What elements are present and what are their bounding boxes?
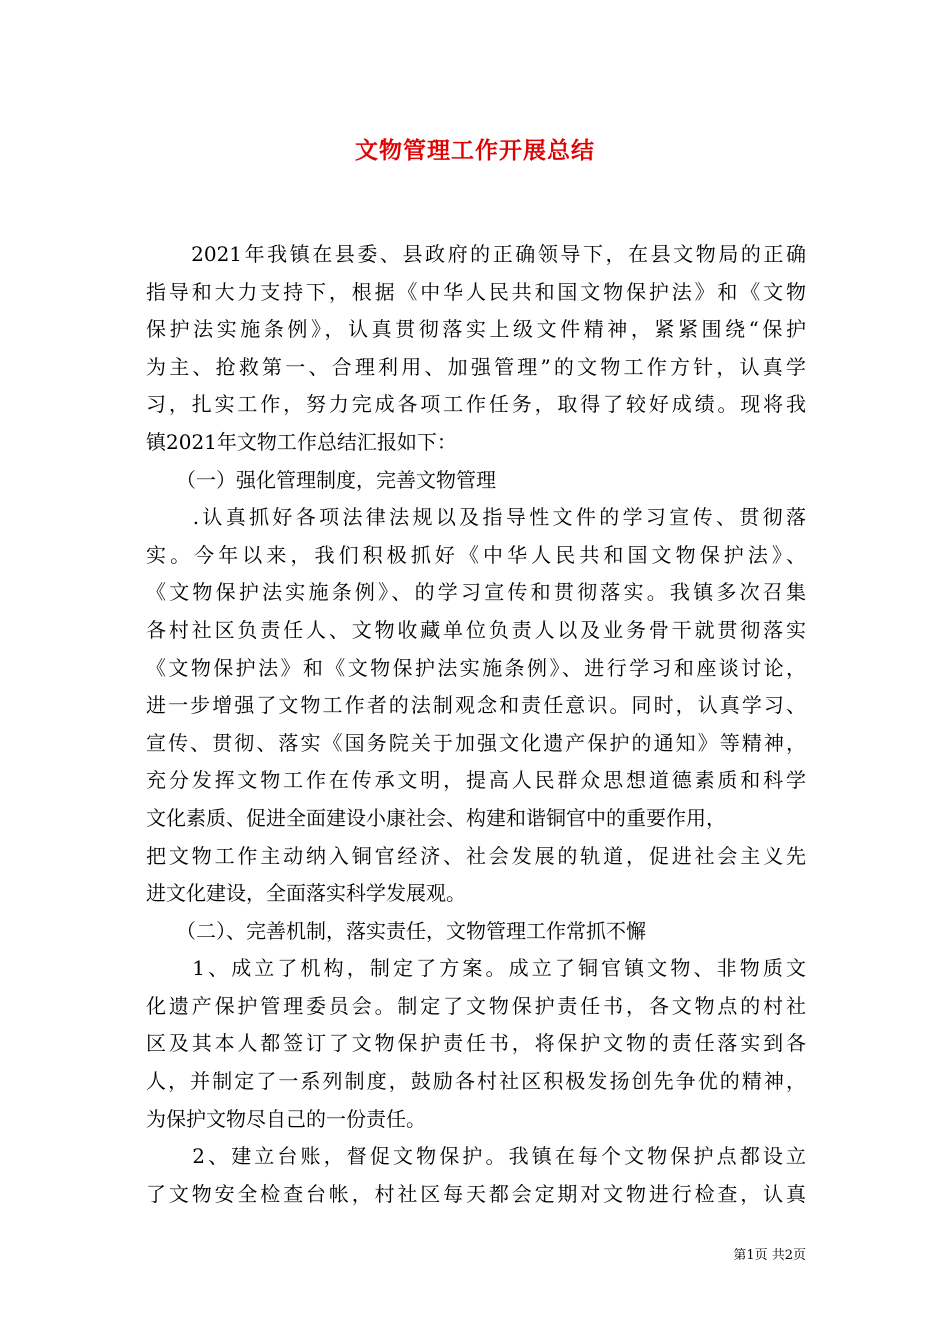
paragraph-line: 2、建立台账，督促文物保护。我镇在每个文物保护点都设立 bbox=[146, 1144, 806, 1169]
paragraph-line: （一）强化管理制度，完善文物管理 bbox=[146, 467, 496, 492]
document-body bbox=[146, 236, 806, 1213]
paragraph-line: 了文物安全检查台帐，村社区每天都会定期对文物进行检查，认真 bbox=[146, 1181, 806, 1206]
paragraph-line: 习，扎实工作，努力完成各项工作任务，取得了较好成绩。现将我 bbox=[146, 392, 806, 417]
paragraph-line: 保护法实施条例》，认真贯彻落实上级文件精神，紧紧围绕“保护 bbox=[146, 317, 806, 342]
paragraph-line: 区及其本人都签订了文物保护责任书，将保护文物的责任落实到各 bbox=[146, 1031, 806, 1056]
paragraph-line: 进一步增强了文物工作者的法制观念和责任意识。同时，认真学习、 bbox=[146, 693, 806, 718]
paragraph-line: 把文物工作主动纳入铜官经济、社会发展的轨道，促进社会主义先 bbox=[146, 843, 806, 868]
paragraph-line: 各村社区负责任人、文物收藏单位负责人以及业务骨干就贯彻落实 bbox=[146, 617, 806, 642]
paragraph-line: （二）、完善机制，落实责任，文物管理工作常抓不懈 bbox=[146, 918, 646, 943]
paragraph-line: 《文物保护法》和《文物保护法实施条例》、进行学习和座谈讨论， bbox=[146, 655, 806, 680]
paragraph-line: 2021年我镇在县委、县政府的正确领导下，在县文物局的正确 bbox=[146, 242, 806, 266]
paragraph-line: 实。今年以来，我们积极抓好《中华人民共和国文物保护法》、 bbox=[146, 542, 806, 567]
paragraph-line: 充分发挥文物工作在传承文明，提高人民群众思想道德素质和科学 bbox=[146, 768, 806, 793]
paragraph-line: 为主、抢救第一、合理利用、加强管理”的文物工作方针，认真学 bbox=[146, 354, 806, 379]
paragraph-line: .认真抓好各项法律法规以及指导性文件的学习宣传、贯彻落 bbox=[146, 505, 806, 530]
paragraph-line: 镇2021年文物工作总结汇报如下： bbox=[146, 429, 457, 454]
paragraph-line: 人，并制定了一系列制度，鼓励各村社区积极发扬创先争优的精神， bbox=[146, 1069, 806, 1094]
paragraph-line: 宣传、贯彻、落实《国务院关于加强文化遗产保护的通知》等精神， bbox=[146, 730, 806, 755]
paragraph-line: 化遗产保护管理委员会。制定了文物保护责任书，各文物点的村社 bbox=[146, 993, 806, 1018]
paragraph-line: 为保护文物尽自己的一份责任。 bbox=[146, 1106, 426, 1131]
paragraph-line: 《文物保护法实施条例》、的学习宣传和贯彻落实。我镇多次召集 bbox=[146, 580, 806, 605]
paragraph-line: 指导和大力支持下，根据《中华人民共和国文物保护法》和《文物 bbox=[146, 279, 806, 304]
page-footer: 第1页 共2页 bbox=[733, 1248, 806, 1263]
paragraph-line: 1、成立了机构，制定了方案。成立了铜官镇文物、非物质文 bbox=[146, 956, 806, 981]
paragraph-line: 文化素质、促进全面建设小康社会、构建和谐铜官中的重要作用， bbox=[146, 805, 726, 830]
paragraph-line: 进文化建设，全面落实科学发展观。 bbox=[146, 881, 466, 906]
document-title: 文物管理工作开展总结 bbox=[355, 137, 595, 164]
